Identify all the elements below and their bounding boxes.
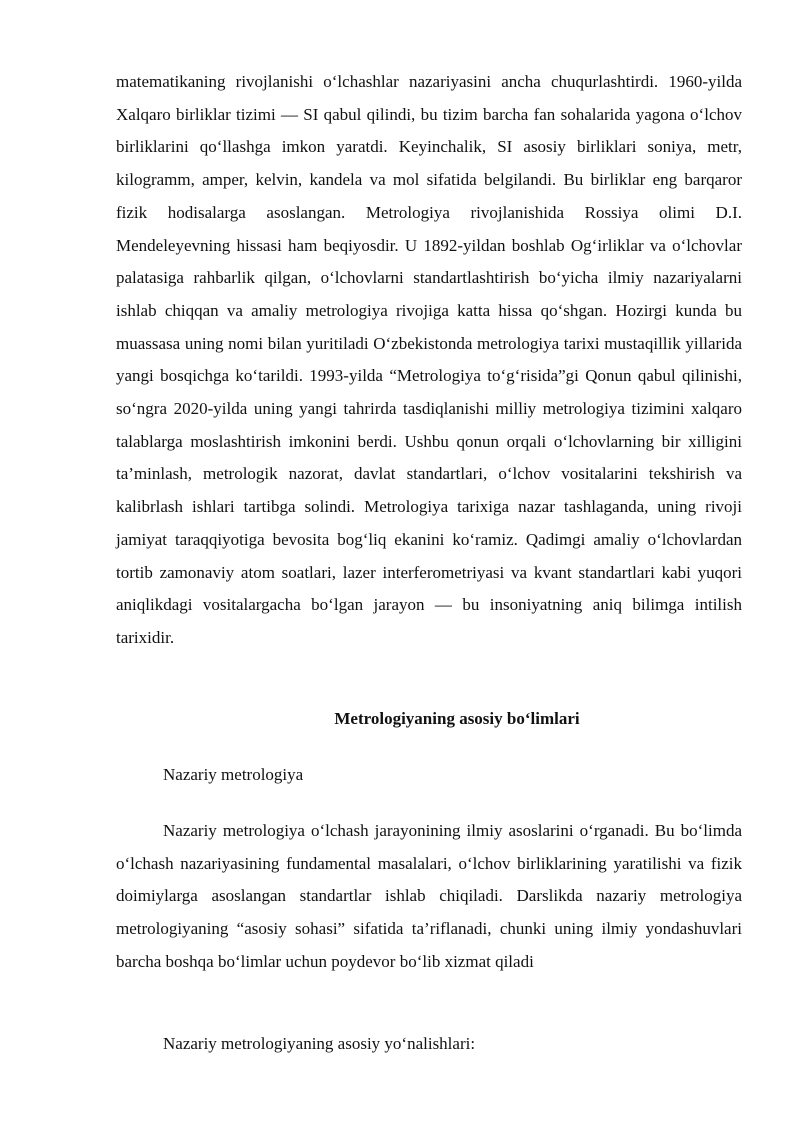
list-intro: Nazariy metrologiyaning asosiy yo‘nalishlari: [163, 1034, 476, 1053]
body-paragraph: Nazariy metrologiya o‘lchash jarayonining ilmiy asoslarini o‘rganadi. Bu bo‘limda o‘lchash nazariyasining fundamental masalalari, o‘lchov birliklarining yaratilishi va fizik doimiylarga asoslangan standartlar ishlab chiqiladi. Darslikda nazariy metrologiya metrologiyaning “asosiy sohasi” sifatida ta’riflanadi, chunki uning ilmiy yondashuvlari barcha boshqa bo‘limlar uchun poydevor bo‘lib xizmat qiladi [116, 821, 742, 971]
subsection-title: Nazariy metrologiya [163, 765, 304, 784]
body-paragraph: matematikaning rivojlanishi o‘lchashlar nazariyasini ancha chuqurlashtirdi. 1960-yilda Xalqaro birliklar tizimi — SI qabul qilindi, bu tizim barcha fan sohalarida yagona o‘lchov birliklarini qo‘llashga imkon yaratdi. Keyinchalik, SI asosiy birliklari soniya, metr, kilogramm, amper, kelvin, kandela va mol sifatida belgilandi. Bu birliklar eng barqaror fizik hodisalarga asoslangan. Metrologiya rivojlanishida Rossiya olimi D.I. Mendeleyevning hissasi ham beqiyosdir. U 1892-yildan boshlab Og‘irliklar va o‘lchovlar palatasiga rahbarlik qilgan, o‘lchovlarni standartlashtirish bo‘yicha ilmiy nazariyalarni ishlab chiqqan va amaliy metrologiya rivojiga katta hissa qo‘shgan. Hozirgi kunda bu muassasa uning nomi bilan yuritiladi O‘zbekistonda metrologiya tarixi mustaqillik yillarida yangi bosqichga ko‘tarildi. 1993-yilda “Metrologiya to‘g‘risida”gi Qonun qabul qilinishi, so‘ngra 2020-yilda uning yangi tahrirda tasdiqlanishi milliy metrologiya tizimini xalqaro talablarga moslashtirish imkonini berdi. Ushbu qonun orqali o‘lchovlarning bir xilligini ta’minlash, metrologik nazorat, davlat standartlari, o‘lchov vositalarini tekshirish va kalibrlash ishlari tartibga solindi. Metrologiya tarixiga nazar tashlaganda, uning rivoji jamiyat taraqqiyotiga bevosita bog‘liq ekanini ko‘ramiz. Qadimgi amaliy o‘lchovlardan tortib zamonaviy atom soatlari, lazer interferometriyasi va kvant standartlari kabi yuqori aniqlikdagi vositalargacha bo‘lgan jarayon — bu insoniyatning aniq bilimga intilish tarixidir. [116, 72, 742, 647]
section-heading: Metrologiyaning asosiy bo‘limlari [334, 709, 580, 728]
